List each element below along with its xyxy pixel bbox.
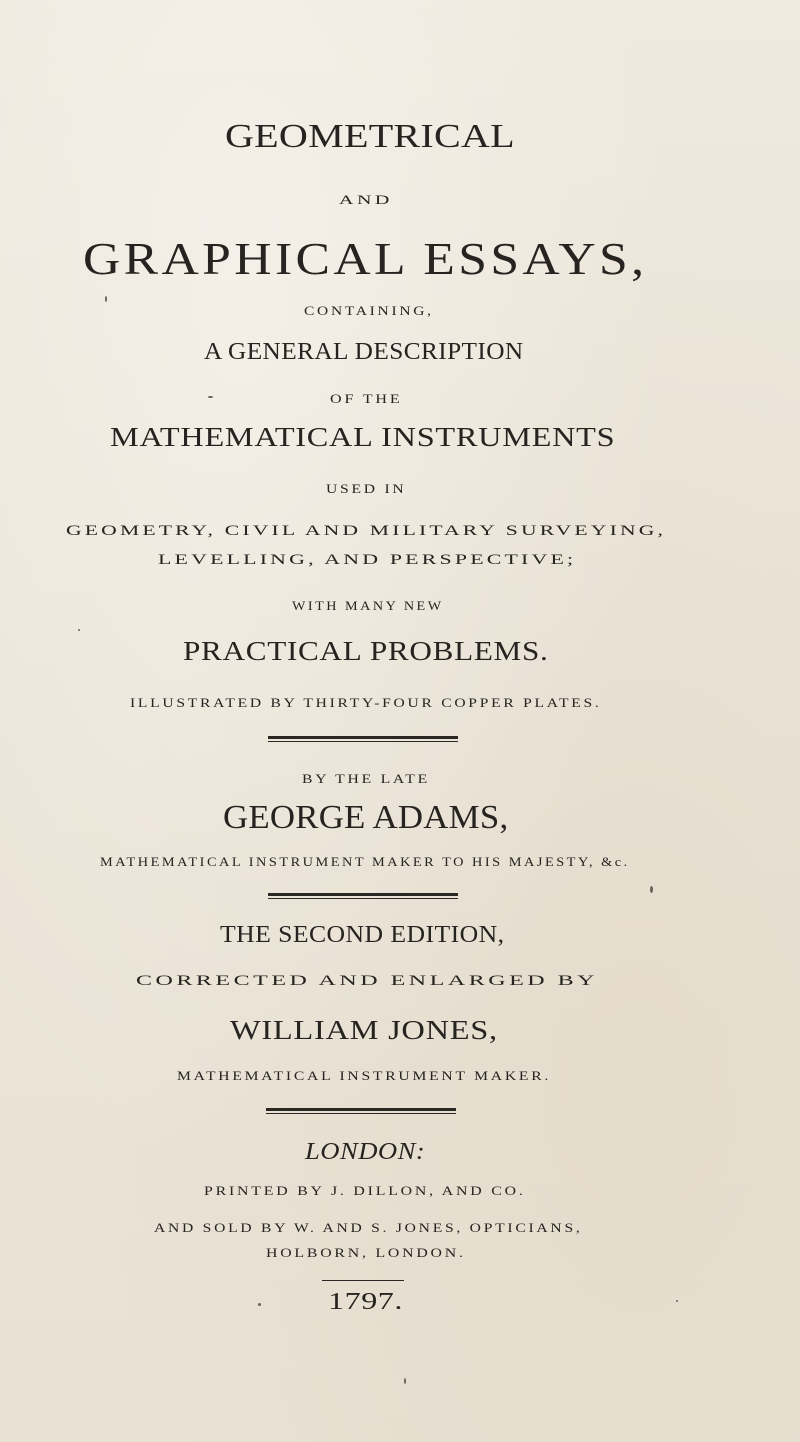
illustrated-text: ILLUSTRATED BY THIRTY-FOUR COPPER PLATES. <box>130 696 602 710</box>
containing-text: CONTAINING, <box>304 304 434 318</box>
practical-problems-heading: PRACTICAL PROBLEMS. <box>183 636 549 666</box>
edition-text: THE SECOND EDITION, <box>220 922 505 948</box>
title-line-1: GEOMETRICAL <box>225 118 515 155</box>
subjects-line-1: GEOMETRY, CIVIL AND MILITARY SURVEYING, <box>66 523 667 539</box>
instruments-heading: MATHEMATICAL INSTRUMENTS <box>110 422 616 452</box>
editor-name: WILLIAM JONES, <box>230 1015 498 1045</box>
author-title: MATHEMATICAL INSTRUMENT MAKER TO HIS MAJESTY, &c. <box>100 855 630 869</box>
paper-speck <box>208 396 213 398</box>
city-text: LONDON: <box>305 1139 426 1165</box>
sold-by-line-2: HOLBORN, LONDON. <box>266 1246 466 1260</box>
divider-rule-1 <box>268 736 458 742</box>
year-text: 1797. <box>328 1289 403 1315</box>
paper-speck <box>404 1378 406 1384</box>
corrected-text: CORRECTED AND ENLARGED BY <box>135 973 598 989</box>
paper-speck <box>650 886 653 893</box>
divider-rule-4 <box>322 1280 404 1281</box>
paper-speck <box>78 629 80 631</box>
editor-title: MATHEMATICAL INSTRUMENT MAKER. <box>177 1069 552 1083</box>
used-in-text: USED IN <box>326 482 407 496</box>
with-many-new-text: WITH MANY NEW <box>292 599 444 613</box>
of-the-text: OF THE <box>330 392 403 406</box>
title-and: AND <box>339 193 394 207</box>
subjects-line-2: LEVELLING, AND PERSPECTIVE; <box>158 552 577 568</box>
author-name: GEORGE ADAMS, <box>223 799 509 836</box>
by-the-late-text: BY THE LATE <box>302 772 430 786</box>
paper-speck <box>258 1303 261 1306</box>
paper-speck <box>676 1300 678 1302</box>
divider-rule-3 <box>266 1108 456 1114</box>
title-line-2: GRAPHICAL ESSAYS, <box>83 233 648 284</box>
printer-text: PRINTED BY J. DILLON, AND CO. <box>204 1184 526 1198</box>
general-description-text: A GENERAL DESCRIPTION <box>204 339 524 365</box>
sold-by-line-1: AND SOLD BY W. AND S. JONES, OPTICIANS, <box>154 1221 583 1235</box>
paper-speck <box>105 296 107 302</box>
divider-rule-2 <box>268 893 458 899</box>
